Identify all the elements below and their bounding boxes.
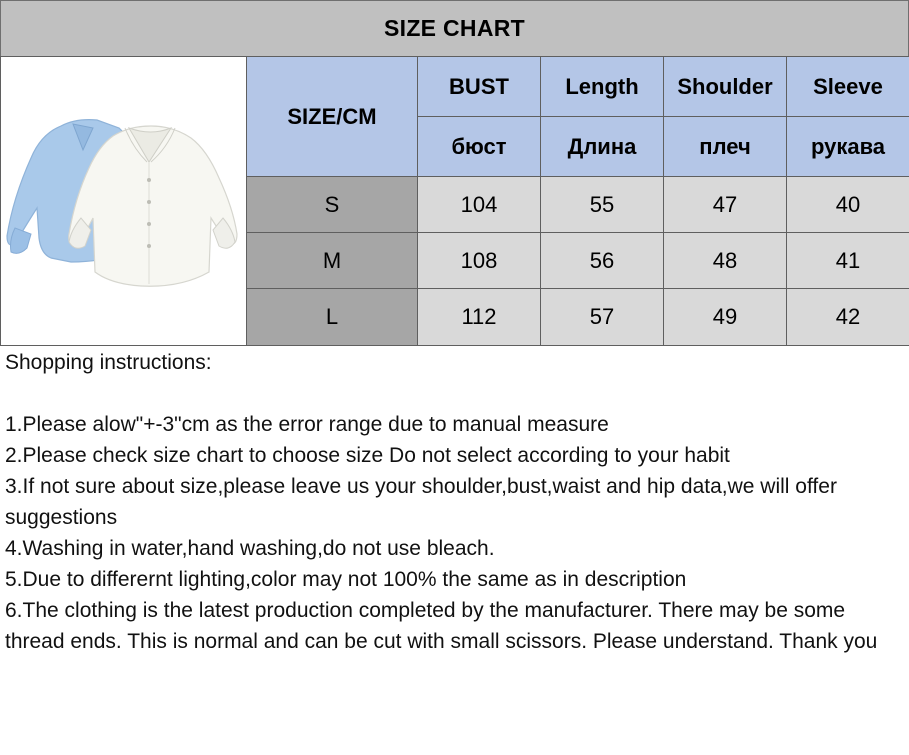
instructions-heading: Shopping instructions: [5,351,212,374]
product-photo [1,57,247,346]
size-chart-title: SIZE CHART [0,0,909,57]
table-cell: 41 [787,233,909,289]
table-cell: 40 [787,177,909,233]
size-label: S [247,177,418,233]
instruction-item: 6.The clothing is the latest production completed by the manufacturer. There may be some thread ends. This is normal and can be cut with small scissors. Please understand. Thank you [5,599,878,653]
size-cm-header: SIZE/CM [247,57,418,177]
instruction-item: 2.Please check size chart to choose size Do not select according to your habit [5,444,730,467]
table-cell: 47 [664,177,787,233]
shopping-instructions [5,347,909,657]
size-label: L [247,289,418,346]
table-cell: 42 [787,289,909,346]
table-cell: 48 [664,233,787,289]
shoulder-header: Shoulder [664,57,787,117]
instruction-item: 5.Due to differernt lighting,color may not 100% the same as in description [5,568,687,591]
length-header: Length [541,57,664,117]
length-header-ru: Длина [541,117,664,177]
table-cell: 56 [541,233,664,289]
shoulder-header-ru: плеч [664,117,787,177]
sleeve-header-ru: рукава [787,117,909,177]
table-cell: 112 [418,289,541,346]
bust-header-ru: бюст [418,117,541,177]
sleeve-header: Sleeve [787,57,909,117]
table-cell: 104 [418,177,541,233]
table-cell: 108 [418,233,541,289]
instruction-item: 3.If not sure about size,please leave us your shoulder,bust,waist and hip data,we will offer suggestions [5,475,843,529]
table-cell: 57 [541,289,664,346]
instruction-item: 4.Washing in water,hand washing,do not use bleach. [5,537,495,560]
instruction-item: 1.Please alow"+-3"cm as the error range due to manual measure [5,413,609,436]
blouse-photo-icon [1,58,245,345]
size-label: M [247,233,418,289]
bust-header: BUST [418,57,541,117]
table-cell: 49 [664,289,787,346]
table-cell: 55 [541,177,664,233]
size-chart-table [0,56,909,346]
